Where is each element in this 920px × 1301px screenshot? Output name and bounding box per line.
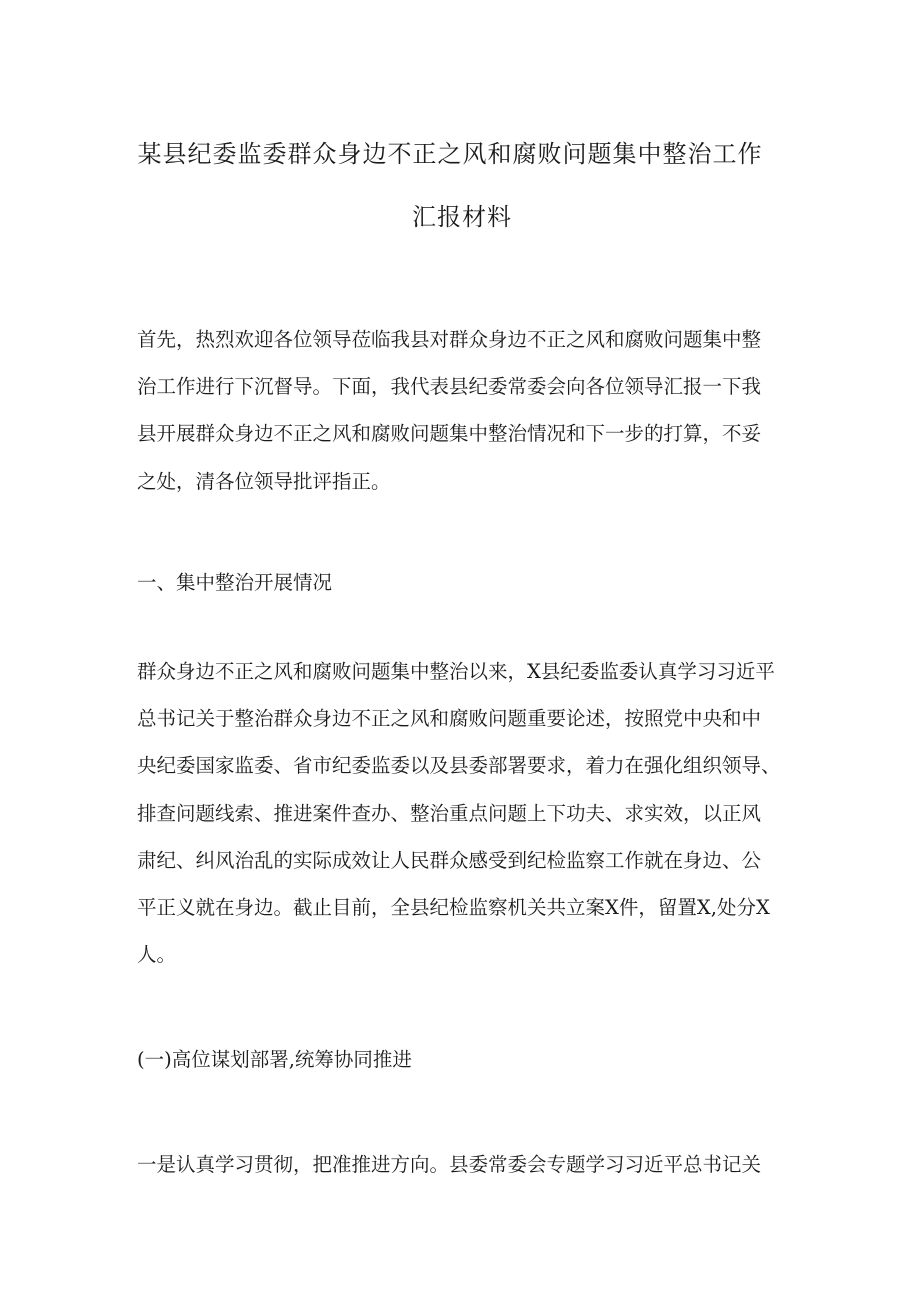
text-line: 央纪委国家监委、省市纪委监委以及县委部署要求，着力在强化组织领导、	[137, 754, 781, 778]
subsection-heading: (一)高位谋划部署,统筹协同推进	[137, 1048, 412, 1071]
text-line: 群众身边不正之风和腐败问题集中整治以来，X县纪委监委认真学习习近平	[137, 660, 775, 683]
text-line: 之处，清各位领导批评指正。	[137, 469, 391, 493]
document-title-line-2: 汇报材料	[412, 203, 512, 231]
text-line: 人。	[137, 943, 177, 967]
body-paragraph	[137, 1141, 797, 1188]
text-line: 排查问题线索、推进案件查办、整治重点问题上下功夫、求实效，以正风	[137, 801, 762, 825]
section-heading: 一、集中整治开展情况	[137, 571, 333, 594]
text-line: 县开展群众身边不正之风和腐败问题集中整治情况和下一步的打算，不妥	[137, 422, 762, 446]
text-line: 总书记关于整治群众身边不正之风和腐败问题重要论述，按照党中央和中	[137, 707, 762, 731]
text-line: 首先，热烈欢迎各位领导莅临我县对群众身边不正之风和腐败问题集中整	[137, 328, 762, 351]
text-line: 一是认真学习贯彻，把准推进方向。县委常委会专题学习习近平总书记关	[137, 1153, 762, 1176]
text-line: 肃纪、纠风治乱的实际成效让人民群众感受到纪检监察工作就在身边、公	[137, 848, 762, 872]
text-line: 平正义就在身边。截止目前，全县纪检监察机关共立案X件，留置X,处分X	[137, 895, 770, 919]
body-paragraph	[137, 648, 797, 978]
intro-paragraph	[137, 316, 797, 505]
text-line: 治工作进行下沉督导。下面，我代表县纪委常委会向各位领导汇报一下我	[137, 375, 762, 399]
document-title-line-1: 某县纪委监委群众身边不正之风和腐败问题集中整治工作	[137, 140, 763, 168]
